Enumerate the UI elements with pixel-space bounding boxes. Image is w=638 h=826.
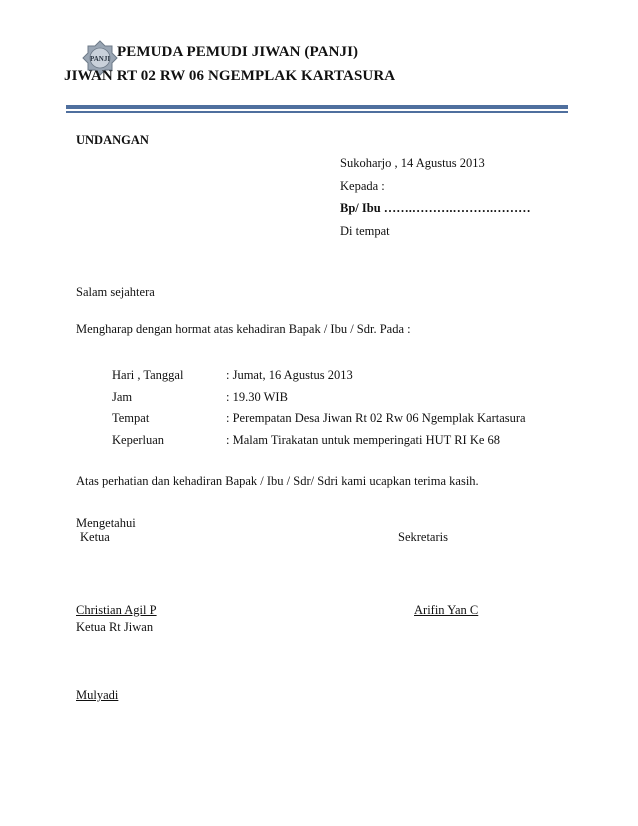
place-date: Sukoharjo , 14 Agustus 2013 bbox=[340, 156, 485, 170]
acknowledged-label: Mengetahui bbox=[76, 516, 136, 530]
secretary-role: Sekretaris bbox=[398, 530, 448, 544]
header-rule-thin bbox=[66, 111, 568, 113]
detail-label: Jam bbox=[112, 390, 133, 404]
detail-value: : Malam Tirakatan untuk memperingati HUT RI Ke 68 bbox=[226, 433, 501, 447]
org-address: JIWAN RT 02 RW 06 NGEMPLAK KARTASURA bbox=[64, 68, 396, 84]
to-label: Kepada : bbox=[340, 179, 385, 193]
detail-label: Hari , Tanggal bbox=[112, 368, 184, 382]
closing-text: Atas perhatian dan kehadiran Bapak / Ibu / Sdr/ Sdri kami ucapkan terima kasih. bbox=[76, 474, 479, 488]
greeting: Salam sejahtera bbox=[76, 285, 155, 299]
detail-value: : Jumat, 16 Agustus 2013 bbox=[226, 368, 353, 382]
chair-role: Ketua bbox=[80, 530, 110, 544]
rt-name: Mulyadi bbox=[76, 688, 119, 702]
intro-text: Mengharap dengan hormat atas kehadiran Bapak / Ibu / Sdr. Pada : bbox=[76, 322, 411, 336]
detail-value: : 19.30 WIB bbox=[226, 390, 288, 404]
location: Di tempat bbox=[340, 224, 390, 238]
recipient: Bp/ Ibu …….……….……….……… bbox=[340, 201, 531, 215]
detail-value: : Perempatan Desa Jiwan Rt 02 Rw 06 Ngemplak Kartasura bbox=[226, 411, 526, 425]
chair-name: Christian Agil P bbox=[76, 603, 157, 617]
detail-label: Tempat bbox=[112, 411, 150, 425]
header-rule-thick bbox=[66, 105, 568, 109]
secretary-name: Arifin Yan C bbox=[414, 603, 479, 617]
detail-label: Keperluan bbox=[112, 433, 165, 447]
logo-text: PANJI bbox=[89, 55, 111, 63]
org-name: PEMUDA PEMUDI JIWAN (PANJI) bbox=[117, 44, 359, 60]
rt-role: Ketua Rt Jiwan bbox=[76, 620, 154, 634]
letter-title: UNDANGAN bbox=[76, 133, 149, 147]
